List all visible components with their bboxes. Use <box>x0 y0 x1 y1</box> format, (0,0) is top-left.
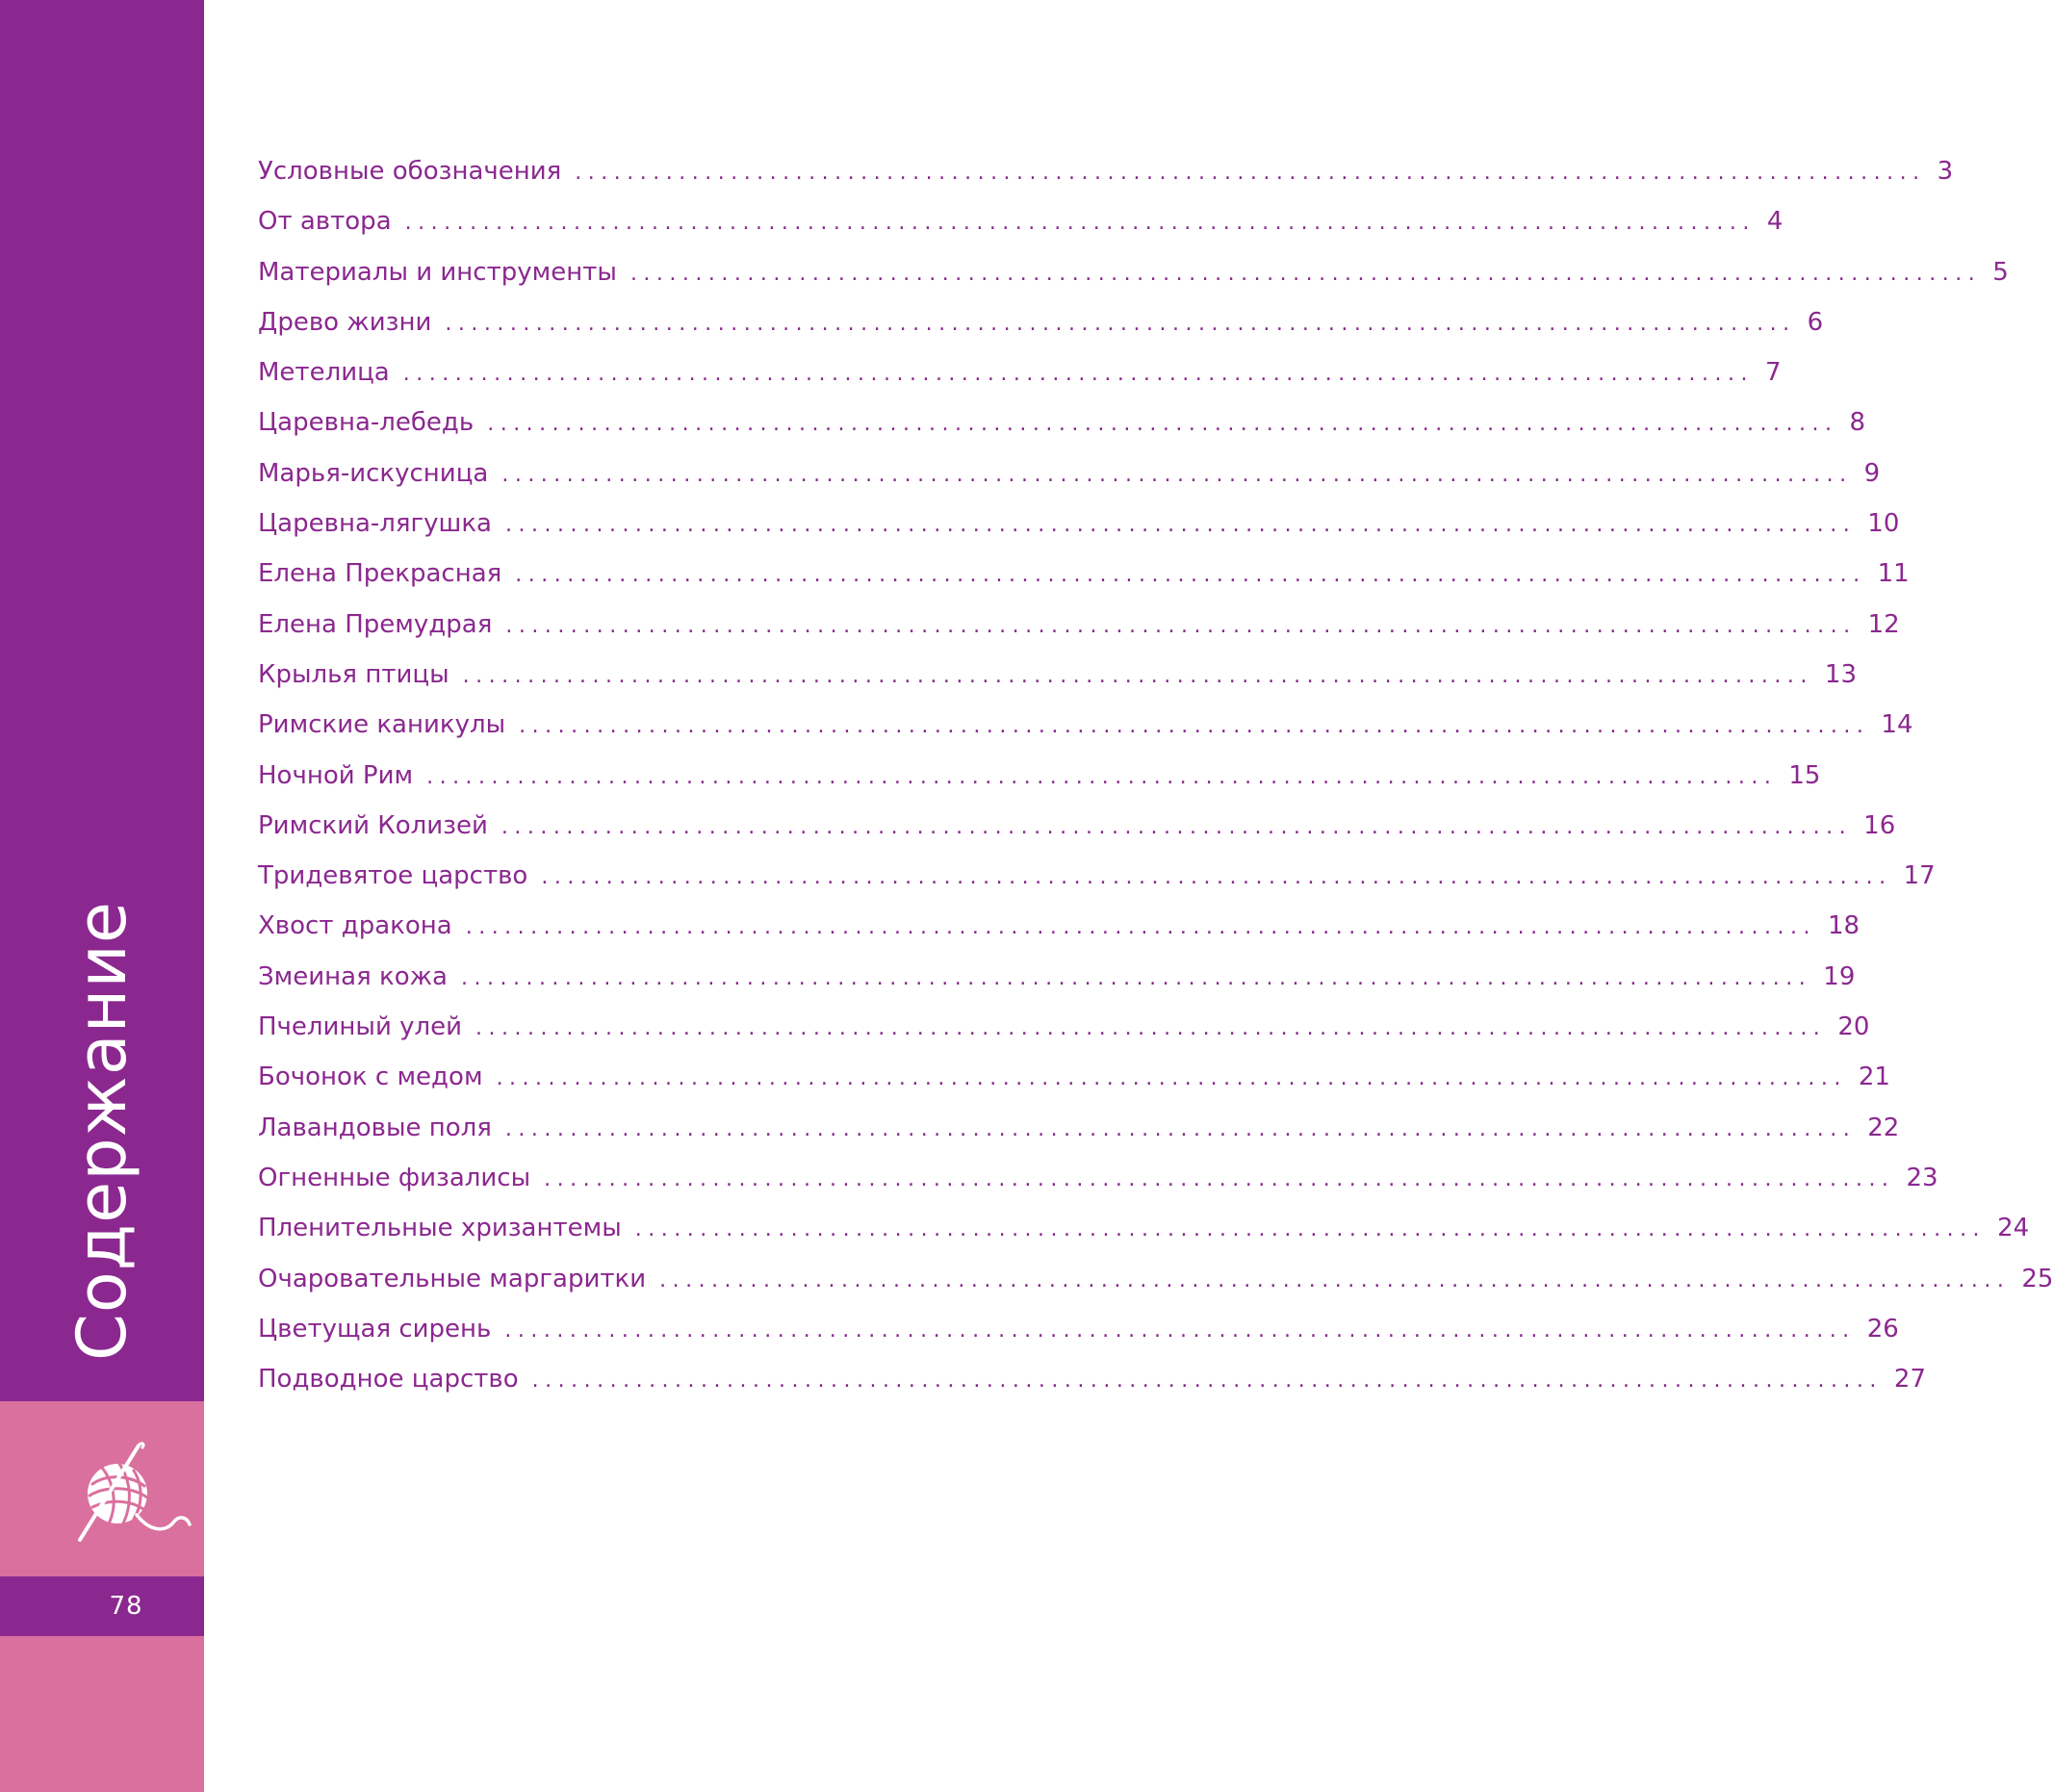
toc-entry-title: Огненные физалисы <box>258 1163 531 1192</box>
toc-entry-page: 5 <box>1992 257 2009 287</box>
toc-entry[interactable] <box>258 901 1861 951</box>
toc-dot-leader: ........................................................................................................ <box>501 462 1853 487</box>
toc-entry[interactable] <box>258 1153 1938 1203</box>
toc-dot-leader: ........................................................................................................ <box>504 1116 1857 1141</box>
toc-entry-title: Ночной Рим <box>258 760 414 790</box>
toc-entry-title: Бочонок с медом <box>258 1062 483 1092</box>
toc-entry-page: 15 <box>1788 760 1821 790</box>
toc-entry-title: Метелица <box>258 358 390 388</box>
toc-entry-page: 23 <box>1906 1163 1938 1192</box>
toc-entry-title: Очаровательные маргаритки <box>258 1264 647 1293</box>
toc-entry[interactable] <box>258 347 1782 397</box>
toc-entry-title: Змеиная кожа <box>258 961 448 991</box>
toc-dot-leader: ........................................................................................................ <box>500 814 1853 839</box>
toc-entry[interactable] <box>258 1254 2053 1304</box>
toc-dot-leader: ........................................................................................................ <box>515 563 1866 588</box>
toc-entry-title: Тридевятое царство <box>258 861 528 891</box>
toc-dot-leader: ........................................................................................................ <box>487 412 1838 437</box>
toc-entry-title: Елена Премудрая <box>258 609 493 639</box>
toc-entry[interactable] <box>258 397 1866 448</box>
toc-dot-leader: ........................................................................................................ <box>519 714 1870 739</box>
toc-entry-title: От автора <box>258 207 392 237</box>
toc-dot-leader: ........................................................................................................ <box>462 663 1813 688</box>
toc-entry[interactable] <box>258 1304 1899 1354</box>
toc-entry-page: 20 <box>1837 1012 1870 1042</box>
toc-entry-page: 27 <box>1893 1365 1927 1395</box>
toc-entry-page: 11 <box>1877 559 1910 589</box>
toc-entry[interactable] <box>258 549 1910 599</box>
toc-entry-page: 21 <box>1858 1062 1890 1092</box>
toc-entry-title: Пленительные хризантемы <box>258 1214 622 1243</box>
toc-entry-title: Материалы и инструменты <box>258 257 617 287</box>
toc-entry[interactable] <box>258 952 1856 1002</box>
toc-entry-page: 26 <box>1866 1314 1899 1344</box>
toc-dot-leader: ........................................................................................................ <box>460 965 1812 990</box>
toc-entry-title: Лавандовые поля <box>258 1113 492 1142</box>
toc-entry-page: 9 <box>1863 458 1881 488</box>
toc-entry[interactable] <box>258 700 1913 750</box>
toc-entry-page: 6 <box>1807 307 1824 337</box>
toc-entry[interactable] <box>258 1002 1870 1052</box>
toc-entry-title: Подводное царство <box>258 1365 519 1395</box>
toc-entry-page: 8 <box>1849 408 1866 438</box>
toc-entry[interactable] <box>258 751 1821 801</box>
toc-entry[interactable] <box>258 600 1900 650</box>
toc-entry-title: Царевна-лебедь <box>258 408 475 438</box>
toc-dot-leader: ........................................................................................................ <box>426 764 1778 789</box>
toc-entry[interactable] <box>258 247 2009 297</box>
toc-entry-title: Римский Колизей <box>258 810 488 840</box>
toc-entry-title: Хвост дракона <box>258 911 452 941</box>
toc-entry[interactable] <box>258 801 1896 851</box>
toc-entry[interactable] <box>258 851 1936 901</box>
toc-dot-leader: ........................................................................................................ <box>505 613 1857 638</box>
toc-entry[interactable] <box>258 1103 1900 1153</box>
toc-entry-title: Цветущая сирень <box>258 1314 492 1344</box>
toc-entry-title: Римские каникулы <box>258 710 506 740</box>
page-title: Содержание <box>63 901 141 1361</box>
toc-entry-page: 19 <box>1823 961 1856 991</box>
toc-entry-page: 16 <box>1863 810 1896 840</box>
toc-entry-page: 25 <box>2021 1264 2053 1293</box>
toc-entry[interactable] <box>258 1203 2030 1253</box>
toc-entry-page: 10 <box>1867 509 1900 539</box>
toc-entry[interactable] <box>258 448 1881 499</box>
toc-dot-leader: ........................................................................................................ <box>505 513 1857 538</box>
yarn-ball-crochet-hook-icon <box>73 1440 192 1546</box>
toc-entry-page: 18 <box>1828 911 1861 941</box>
toc-dot-leader: ........................................................................................................ <box>402 362 1755 387</box>
toc-dot-leader: ........................................................................................................ <box>404 211 1756 236</box>
toc-entry-page: 12 <box>1867 609 1900 639</box>
toc-entry[interactable] <box>258 1354 1927 1404</box>
toc-entry-title: Крылья птицы <box>258 659 449 689</box>
toc-dot-leader: ........................................................................................................ <box>496 1066 1847 1091</box>
toc-entry[interactable] <box>258 650 1857 700</box>
toc-entry-title: Условные обозначения <box>258 157 562 186</box>
toc-entry-page: 4 <box>1766 207 1784 237</box>
toc-entry-page: 3 <box>1937 157 1954 186</box>
toc-dot-leader: ........................................................................................................ <box>544 1166 1895 1191</box>
toc-entry-title: Марья-искусница <box>258 458 489 488</box>
toc-entry-page: 17 <box>1903 861 1936 891</box>
toc-entry-title: Елена Прекрасная <box>258 559 502 589</box>
toc-dot-leader: ........................................................................................................ <box>629 261 1982 286</box>
toc-dot-leader: ........................................................................................................ <box>634 1217 1987 1242</box>
toc-entry[interactable] <box>258 196 1784 246</box>
toc-entry[interactable] <box>258 1052 1890 1102</box>
toc-entry-page: 7 <box>1765 358 1782 388</box>
page-number: 78 <box>109 1592 143 1621</box>
sidebar <box>0 0 204 1792</box>
table-of-contents <box>258 146 2053 1404</box>
toc-entry[interactable] <box>258 297 1824 347</box>
toc-entry-page: 24 <box>1997 1214 2030 1243</box>
toc-dot-leader: ........................................................................................................ <box>659 1267 2011 1293</box>
toc-dot-leader: ........................................................................................................ <box>531 1369 1883 1394</box>
toc-dot-leader: ........................................................................................................ <box>541 865 1892 890</box>
toc-dot-leader: ........................................................................................................ <box>465 915 1816 940</box>
sidebar-bottom-band <box>0 1636 204 1792</box>
toc-entry[interactable] <box>258 499 1900 549</box>
toc-dot-leader: ........................................................................................................ <box>504 1318 1856 1343</box>
toc-entry[interactable] <box>258 146 1954 196</box>
toc-entry-title: Пчелиный улей <box>258 1012 463 1042</box>
toc-entry-title: Царевна-лягушка <box>258 509 492 539</box>
toc-entry-page: 14 <box>1881 710 1913 740</box>
toc-entry-page: 22 <box>1867 1113 1900 1142</box>
toc-entry-page: 13 <box>1824 659 1857 689</box>
toc-entry-title: Древо жизни <box>258 307 432 337</box>
toc-dot-leader: ........................................................................................................ <box>575 161 1926 185</box>
toc-dot-leader: ........................................................................................................ <box>475 1016 1827 1041</box>
toc-dot-leader: ........................................................................................................ <box>445 311 1796 336</box>
